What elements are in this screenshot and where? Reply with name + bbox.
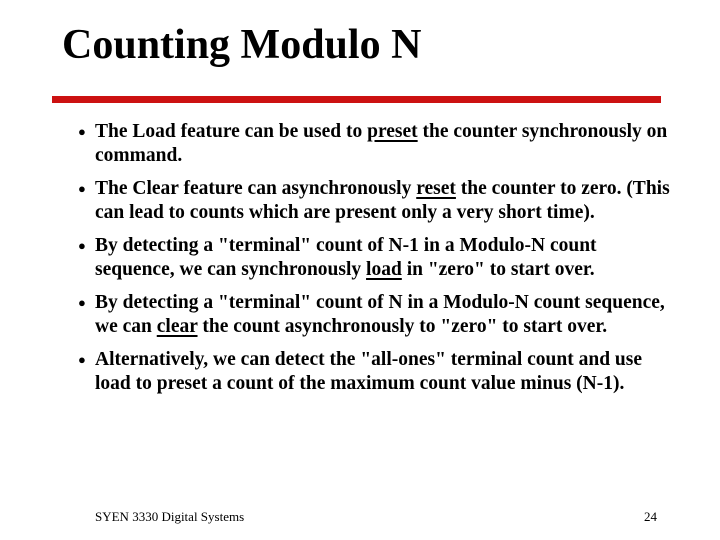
bullet-text: the counter synchronously on command. — [95, 121, 668, 166]
bullet-dot-icon: ● — [78, 295, 86, 310]
bullet-text: By detecting a "terminal" count of N-1 in a Modulo-N count sequence, we can synchronously — [95, 235, 597, 280]
bullet-text: in "zero" to start over. — [401, 259, 595, 280]
bullet-underlined-word: clear — [156, 316, 198, 337]
bullet-item — [78, 348, 678, 396]
footer-page-number: 24 — [644, 509, 657, 524]
bullet-underlined-word: load — [366, 259, 402, 280]
bullet-text: Alternatively, we can detect the "all-ones" terminal count and use load to preset a count of the maximum count value minus (N-1). — [95, 349, 642, 394]
bullet-dot-icon: ● — [78, 352, 86, 367]
bullet-text: the count asynchronously to "zero" to start over. — [197, 316, 608, 337]
bullet-text: By detecting a "terminal" count of N in a Modulo-N count sequence, we can — [95, 292, 665, 337]
bullet-item — [78, 120, 678, 168]
bullet-dot-icon: ● — [78, 238, 86, 253]
bullet-item — [78, 177, 678, 225]
bullet-item — [78, 291, 678, 339]
bullet-text: The Load feature can be used to — [95, 121, 368, 142]
bullet-underlined-word: preset — [367, 121, 418, 142]
bullet-dot-icon: ● — [78, 181, 86, 196]
bullet-text: The Clear feature can asynchronously — [95, 178, 417, 199]
footer-course-name: SYEN 3330 Digital Systems — [95, 509, 245, 524]
slide-title: Counting Modulo N — [62, 22, 422, 68]
bullet-list — [78, 120, 678, 405]
bullet-item — [78, 234, 678, 282]
bullet-dot-icon: ● — [78, 124, 86, 139]
bullet-text: the counter to zero. (This can lead to counts which are present only a very short time). — [95, 178, 670, 223]
title-underline-rule — [52, 96, 661, 103]
bullet-underlined-word: reset — [416, 178, 456, 199]
